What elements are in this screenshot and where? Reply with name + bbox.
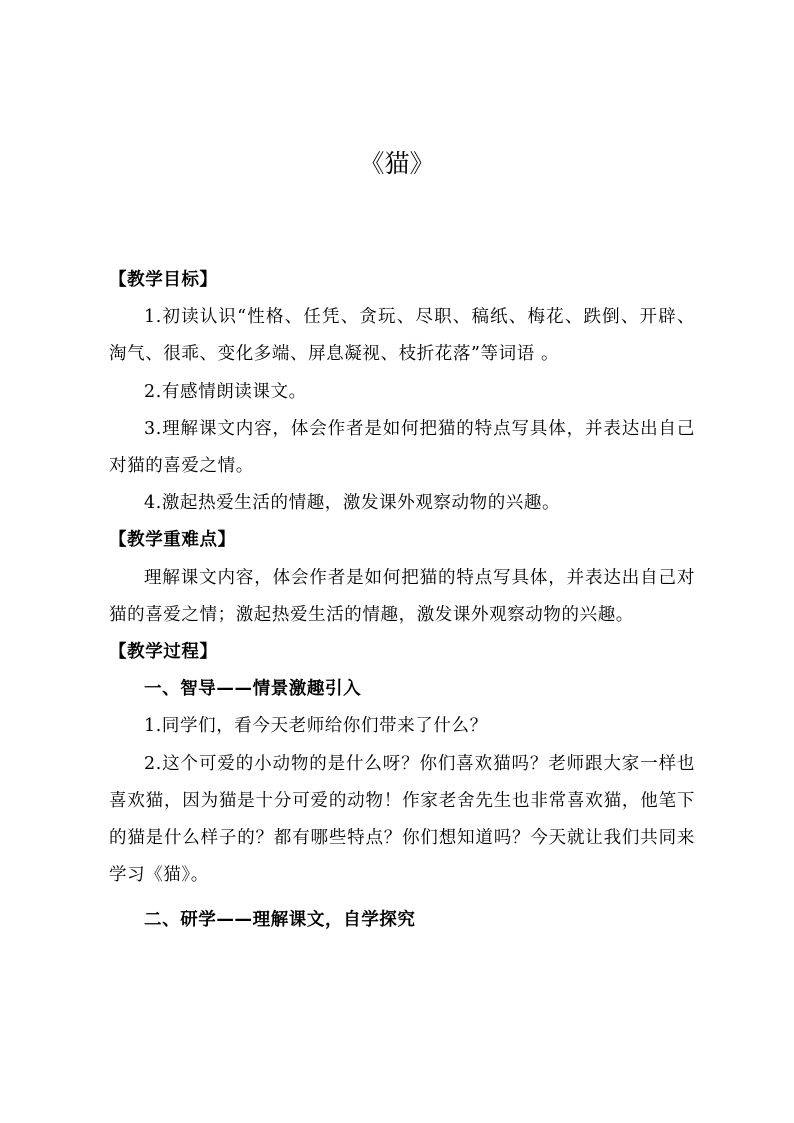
section-heading-keypoints: 【教学重难点】 [109,530,236,551]
objective-item: 4.激起热爱生活的情趣，激发课外观察动物的兴趣。 [144,493,561,514]
process-step-item: 1.同学们，看今天老师给你们带来了什么？ [144,716,488,737]
objective-item: 2.有感情朗读课文。 [144,381,307,402]
process-step-title: 二、研学——理解课文，自学探究 [144,910,416,931]
keypoints-text: 理解课文内容，体会作者是如何把猫的特点写具体，并表达出自己对猫的喜爱之情；激起热爱生活的情趣，激发课外观察动物的兴趣。 [109,567,695,625]
section-heading-process: 【教学过程】 [109,642,218,663]
objective-item: 3.理解课文内容，体会作者是如何把猫的特点写具体，并表达出自己对猫的喜爱之情。 [109,418,695,477]
document-body [109,262,695,940]
objective-item: 1.初读认识“性格、任凭、贪玩、尽职、稿纸、梅花、跌倒、开辟、淘气、很乖、变化多端、屏息凝视、枝折花落”等词语 。 [109,307,695,365]
process-step-title: 一、智导——情景激趣引入 [144,679,362,700]
document-title: 《猫》 [359,149,435,178]
section-heading-objectives: 【教学目标】 [109,270,218,290]
process-step-item: 2.这个可爱的小动物的是什么呀？你们喜欢猫吗？老师跟大家一样也喜欢猫，因为猫是十分可爱的动物！作家老舍先生也非常喜欢猫，他笔下的猫是什么样子的？都有哪些特点？你们想知道吗？今天就让我们共同来学习《猫》。 [109,753,695,886]
